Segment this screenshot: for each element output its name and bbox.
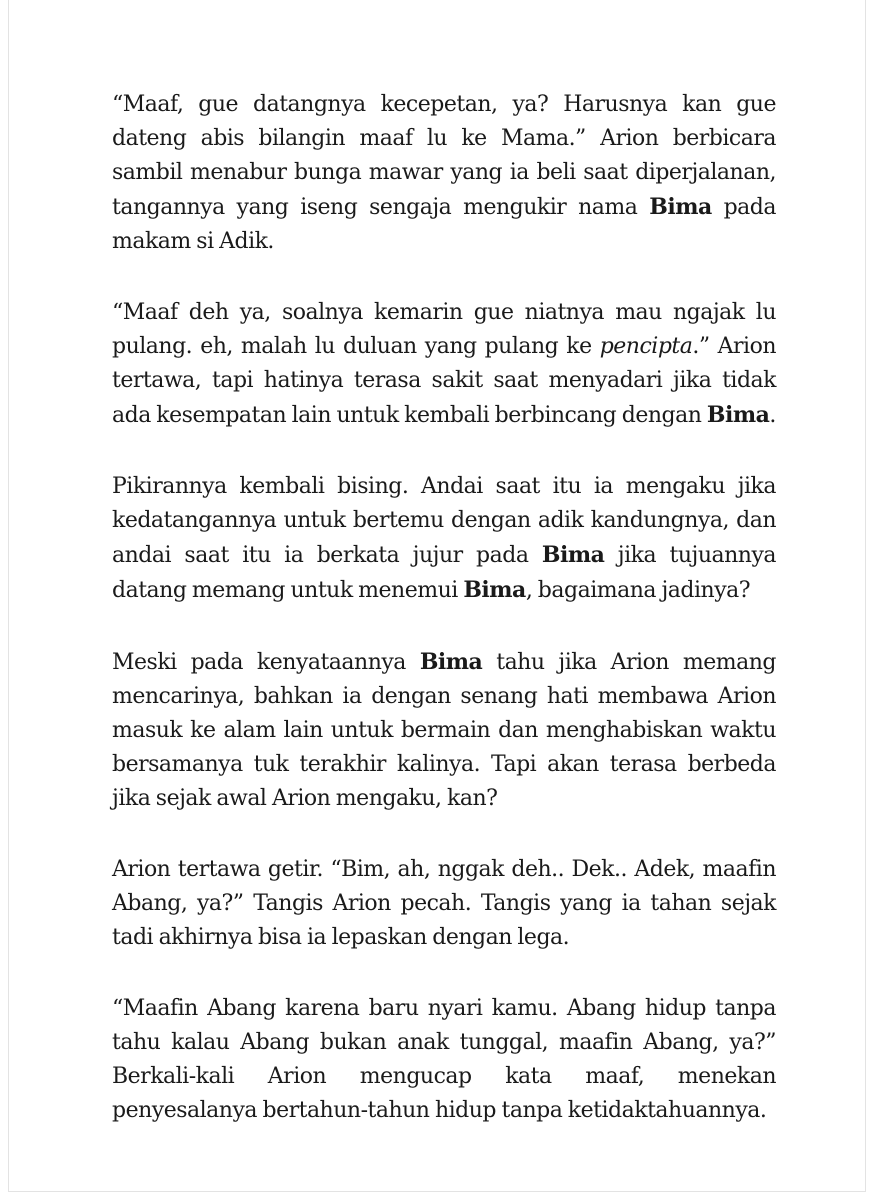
text-run: “Maaf, gue datangnya kecepetan, ya? Harusnya kan gue dateng abis bilangin maaf lu ke Mama.” Arion berbicara sambil menabur bunga mawar yang ia beli saat diperjalanan, tangannya yang iseng sengaja mengukir nama bbox=[112, 92, 776, 220]
text-run: jika tujuannya datang memang untuk menemui bbox=[112, 543, 776, 603]
paragraph-p2 bbox=[112, 296, 776, 433]
emphasized-name: Bima bbox=[541, 542, 605, 568]
text-run: “Maafin Abang karena baru nyari kamu. Abang hidup tanpa tahu kalau Abang bukan anak tunggal, maafin Abang, ya?” Berkali-kali Arion mengucap kata maaf, menekan penyesalanya bertahun-tahun hidup tanpa ketidaktahuannya. bbox=[112, 996, 776, 1123]
text-run: , bagaimana jadinya? bbox=[525, 578, 751, 603]
paragraph-p6 bbox=[112, 992, 776, 1128]
text-run: tahu jika Arion memang mencarinya, bahkan ia dengan senang hati membawa Arion masuk ke alam lain untuk bermain dan menghabiskan waktu bersamanya tuk terakhir kalinya. Tapi akan terasa berbeda jika sejak awal Arion mengaku, kan? bbox=[112, 650, 776, 811]
document-page bbox=[8, 0, 866, 1192]
emphasized-name: Bima bbox=[419, 649, 483, 675]
paragraph-p3 bbox=[112, 470, 776, 608]
italic-word: pencipta bbox=[599, 334, 693, 359]
text-run: Arion tertawa getir. “Bim, ah, nggak deh.. Dek.. Adek, maafin Abang, ya?” Tangis Arion pecah. Tangis yang ia tahan sejak tadi akhirnya bisa ia lepaskan dengan lega. bbox=[112, 857, 776, 950]
emphasized-name: Bima bbox=[463, 577, 526, 603]
body-text bbox=[112, 88, 776, 1165]
paragraph-p4 bbox=[112, 645, 776, 816]
paragraph-p5 bbox=[112, 853, 776, 955]
text-run: Pikirannya kembali bising. Andai saat itu ia mengaku jika kedatangannya untuk bertemu dengan adik kandungnya, dan andai saat itu ia berkata jujur pada bbox=[112, 474, 776, 568]
paragraph-p1 bbox=[112, 88, 776, 259]
text-run: .” Arion tertawa, tapi hatinya terasa sakit saat menyadari jika tidak ada kesempatan lain untuk kembali berbincang dengan bbox=[112, 334, 776, 428]
text-run: “Maaf deh ya, soalnya kemarin gue niatnya mau ngajak lu pulang. eh, malah lu duluan yang pulang ke bbox=[112, 300, 776, 359]
emphasized-name: Bima bbox=[706, 402, 770, 428]
text-run: . bbox=[769, 403, 776, 428]
emphasized-name: Bima bbox=[649, 194, 712, 220]
text-run: Meski pada kenyataannya bbox=[112, 650, 420, 675]
text-run: pada makam si Adik. bbox=[112, 195, 776, 254]
